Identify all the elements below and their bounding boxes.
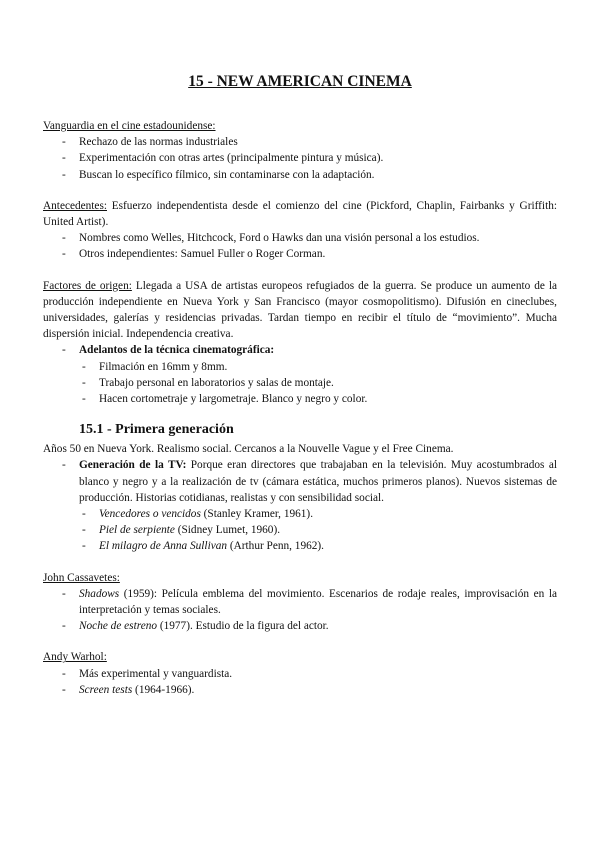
- tv-text: Porque eran directores que trabajaban en la televisión. Muy acostumbrados al blanco y negro y a la realización de tv (cámara estática, muchos primeros planos). Nuevos sistemas de producción. Historias cotidianas, realistas y con sensibilidad social.: [79, 459, 557, 504]
- list-item: [79, 586, 557, 618]
- film-title: Piel de serpiente: [99, 524, 175, 537]
- antecedentes-heading: Antecedentes:: [43, 199, 107, 212]
- list-item: [99, 522, 557, 538]
- film-info: (1977). Estudio de la figura del actor.: [157, 620, 329, 633]
- list-item: [99, 506, 557, 522]
- list-item: - Hacen cortometraje y largometraje. Blanco y negro y color.: [99, 391, 557, 407]
- primera-list: [43, 457, 557, 554]
- section-factores: [43, 278, 557, 408]
- adelantos-sublist: [79, 359, 557, 408]
- list-item: - Trabajo personal en laboratorios y salas de montaje.: [99, 375, 557, 391]
- adelantos-label: Adelantos de la técnica cinematográfica:: [79, 344, 275, 357]
- section-primera-generacion: [43, 421, 557, 554]
- film-info: (1964-1966).: [132, 683, 195, 696]
- list-item: - Rechazo de las normas industriales: [79, 134, 557, 150]
- section-antecedentes: [43, 198, 557, 263]
- film-title: Screen tests: [79, 683, 133, 696]
- factores-text: Llegada a USA de artistas europeos refugiados de la guerra. Se produce un aumento de la producción independiente en Nueva York y San Francisco (mayor cosmopolitismo). Difusión en cineclubes, universidades, galerías y residencias privadas. Tardan tiempo en recibir el título de “movimiento”. Mucha dispersión inicial. Independencia creativa.: [43, 279, 557, 341]
- antecedentes-paragraph: [43, 198, 557, 230]
- document-content: [43, 72, 557, 713]
- section-vanguardia: [43, 118, 557, 183]
- factores-list: [43, 342, 557, 407]
- film-info: (1959): Película emblema del movimiento. Escenarios de rodaje reales, improvisación en la interpretación y temas sociales.: [79, 587, 557, 617]
- factores-heading: Factores de origen:: [43, 279, 132, 292]
- list-item: - Buscan lo específico fílmico, sin contaminarse con la adaptación.: [79, 167, 557, 183]
- film-title: Shadows: [79, 587, 120, 600]
- tv-paragraph: [79, 459, 557, 503]
- antecedentes-text: Esfuerzo independentista desde el comienzo del cine (Pickford, Chaplin, Fairbanks y Griffith: United Artist).: [43, 199, 557, 229]
- films-sublist: [79, 506, 557, 555]
- tv-label: Generación de la TV:: [79, 459, 187, 472]
- film-info: (Sidney Lumet, 1960).: [174, 524, 281, 537]
- film-title: El milagro de Anna Sullivan: [99, 540, 228, 553]
- factores-paragraph: [43, 278, 557, 343]
- warhol-list: [43, 666, 557, 698]
- list-item: [79, 618, 557, 634]
- section-cassavetes: [43, 570, 557, 635]
- primera-intro: Años 50 en Nueva York. Realismo social. Cercanos a la Nouvelle Vague y el Free Cinema.: [43, 443, 454, 456]
- list-item: [79, 457, 557, 554]
- antecedentes-list: [43, 230, 557, 262]
- list-item: - Más experimental y vanguardista.: [79, 666, 557, 682]
- list-item: - Nombres como Welles, Hitchcock, Ford o Hawks dan una visión personal a los estudios.: [79, 230, 557, 246]
- cassavetes-heading: John Cassavetes:: [43, 571, 120, 584]
- film-info: (Stanley Kramer, 1961).: [200, 508, 314, 521]
- list-item: [99, 538, 557, 554]
- film-info: (Arthur Penn, 1962).: [227, 540, 324, 553]
- list-item: - Filmación en 16mm y 8mm.: [99, 359, 557, 375]
- list-item: - Otros independientes: Samuel Fuller o Roger Corman.: [79, 246, 557, 262]
- vanguardia-list: [43, 134, 557, 183]
- section-warhol: [43, 649, 557, 698]
- page-title: 15 - NEW AMERICAN CINEMA: [188, 73, 412, 90]
- warhol-heading: Andy Warhol:: [43, 651, 107, 664]
- list-item: - Experimentación con otras artes (principalmente pintura y música).: [79, 150, 557, 166]
- list-item: [79, 682, 557, 698]
- film-title: Noche de estreno: [79, 620, 158, 633]
- list-item: [79, 342, 557, 407]
- film-title: Vencedores o vencidos: [99, 508, 201, 521]
- section-subtitle: 15.1 - Primera generación: [79, 422, 234, 438]
- vanguardia-heading: Vanguardia en el cine estadounidense:: [43, 120, 216, 132]
- cassavetes-list: [43, 586, 557, 635]
